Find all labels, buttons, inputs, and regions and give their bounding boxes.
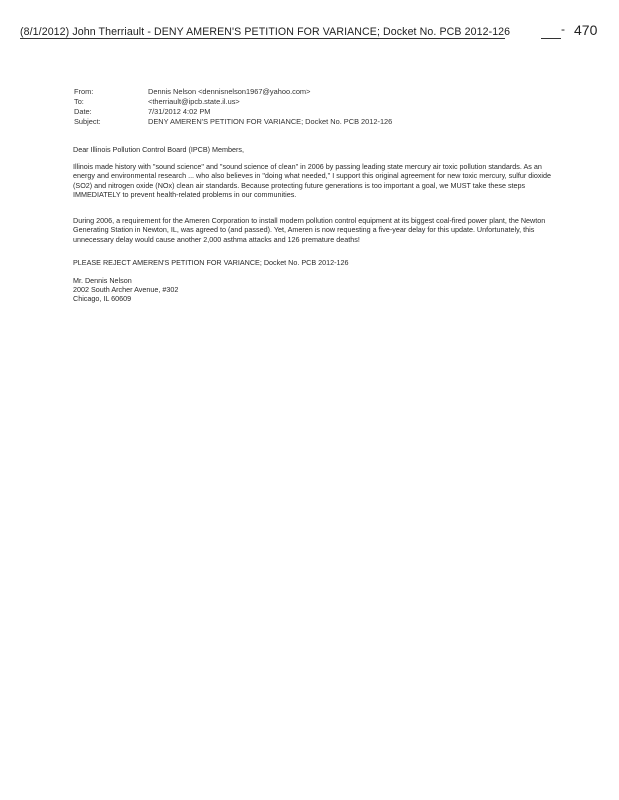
- subject-row: [74, 117, 392, 127]
- from-label: From:: [74, 87, 94, 96]
- salutation: Dear Illinois Pollution Control Board (IPCB) Members,: [73, 145, 244, 154]
- paragraph-1: Illinois made history with "sound science" and "sound science of clean" in 2006 by passing leading state mercury air toxic pollution standards. As an energy and environmental research ... who also believes in "doing what needed," I support this original agreement for new toxic mercury, sulfur dioxide (SO2) and nitrogen oxide (NOx) clean air standards. Because protecting future generations is too important a goal, we MUST take these steps IMMEDIATELY to prevent health-related problems in our communities.: [73, 162, 552, 200]
- to-value: <therriault@ipcb.state.il.us>: [148, 97, 240, 106]
- from-row: [74, 87, 392, 97]
- page-header: [0, 22, 619, 44]
- to-label: To:: [74, 97, 84, 106]
- email-metadata: [74, 87, 392, 127]
- date-label: Date:: [74, 107, 92, 116]
- signature-city: Chicago, IL 60609: [73, 294, 132, 303]
- header-title: (8/1/2012) John Therriault - DENY AMEREN'S PETITION FOR VARIANCE; Docket No. PCB 2012-126: [20, 26, 511, 38]
- signature-address: 2002 South Archer Avenue, #302: [73, 285, 179, 294]
- from-value: Dennis Nelson <dennisnelson1967@yahoo.com>: [148, 87, 311, 96]
- signature-name: Mr. Dennis Nelson: [73, 276, 132, 285]
- closing-line: PLEASE REJECT AMEREN'S PETITION FOR VARIANCE; Docket No. PCB 2012-126: [73, 258, 349, 267]
- to-row: [74, 97, 392, 107]
- subject-label: Subject:: [74, 117, 101, 126]
- subject-value: DENY AMEREN'S PETITION FOR VARIANCE; Docket No. PCB 2012-126: [148, 117, 393, 126]
- date-value: 7/31/2012 4:02 PM: [148, 107, 211, 116]
- date-row: [74, 107, 392, 117]
- header-underline: [20, 38, 505, 39]
- page-dash: -: [561, 22, 565, 36]
- page-number: 470: [574, 22, 598, 38]
- paragraph-2: During 2006, a requirement for the Ameren Corporation to install modern pollution control equipment at its biggest coal-fired power plant, the Newton Generating Station in Newton, IL, was agreed to (and passed). Yet, Ameren is now requesting a five-year delay for this update. Unfortunately, this unnecessary delay would cause another 2,000 asthma attacks and 126 premature deaths!: [73, 216, 546, 244]
- header-underline-short: [541, 38, 561, 39]
